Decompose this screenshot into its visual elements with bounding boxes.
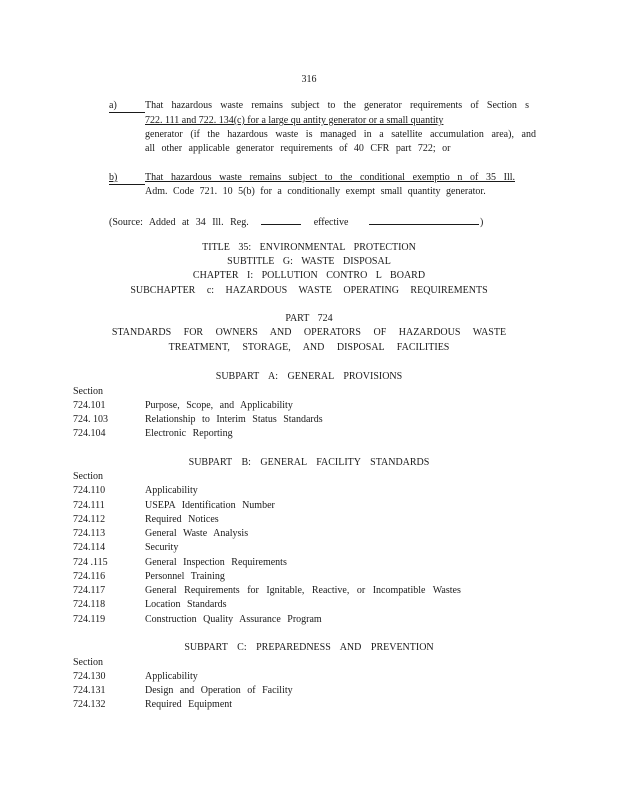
subchapter-heading: SUBCHAPTER c: HAZARDOUS WASTE OPERATING REQUIREMENTS	[130, 285, 488, 296]
section-number: 724.104	[73, 428, 106, 439]
item-a-rule	[109, 112, 145, 113]
section-number: 724.119	[73, 614, 106, 625]
source-suffix: )	[480, 217, 484, 228]
subpart-a-heading: SUBPART A: GENERAL PROVISIONS	[215, 371, 403, 382]
subpart-b-section-label: Section	[73, 471, 103, 482]
item-a-line-1: That hazardous waste remains subject to the generator requirements of Section s	[145, 100, 529, 111]
source-prefix: (Source: Added at 34 Ill. Reg.	[109, 217, 249, 228]
section-number: 724.111	[73, 500, 105, 511]
section-title: Location Standards	[145, 599, 227, 610]
subpart-b-heading: SUBPART B: GENERAL FACILITY STANDARDS	[188, 457, 430, 468]
chapter-heading: CHAPTER I: POLLUTION CONTRO L BOARD	[192, 270, 426, 281]
section-number: 724.110	[73, 485, 106, 496]
section-title: Electronic Reporting	[145, 428, 233, 439]
section-title: Required Notices	[145, 514, 219, 525]
section-title: Applicability	[145, 485, 198, 496]
item-a-marker: a)	[109, 100, 117, 111]
part-title-line-2: TREATMENT, STORAGE, AND DISPOSAL FACILITIES	[168, 342, 450, 353]
section-title: Design and Operation of Facility	[145, 685, 293, 696]
section-title: USEPA Identification Number	[145, 500, 275, 511]
section-title: General Requirements for Ignitable, Reactive, or Incompatible Wastes	[145, 585, 461, 596]
subtitle-heading: SUBTITLE G: WASTE DISPOSAL	[227, 256, 391, 267]
section-number: 724. 103	[73, 414, 108, 425]
section-title: Security	[145, 542, 179, 553]
item-a-line-2: 722. 111 and 722. 134(c) for a large qu antity generator or a small quantity	[145, 115, 444, 126]
section-number: 724.130	[73, 671, 106, 682]
subpart-c-heading: SUBPART C: PREPAREDNESS AND PREVENTION	[184, 642, 434, 653]
page-number: 316	[301, 74, 317, 85]
section-title: Relationship to Interim Status Standards	[145, 414, 323, 425]
section-number: 724.118	[73, 599, 106, 610]
part-title-line-1: STANDARDS FOR OWNERS AND OPERATORS OF HAZARDOUS WASTE	[111, 327, 507, 338]
subpart-c-section-label: Section	[73, 657, 103, 668]
item-a-line-3: generator (if the hazardous waste is managed in a satellite accumulation area), and	[145, 129, 536, 140]
effective-date-blank	[369, 214, 479, 225]
section-number: 724.112	[73, 514, 106, 525]
item-b-rule	[109, 184, 145, 185]
section-number: 724.117	[73, 585, 106, 596]
section-number: 724 .115	[73, 557, 108, 568]
section-title: Required Equipment	[145, 699, 233, 710]
item-b-line-1: That hazardous waste remains subject to the conditional exemptio n of 35 Ill.	[145, 172, 515, 183]
section-number: 724.114	[73, 542, 106, 553]
section-title: Personnel Training	[145, 571, 225, 582]
part-heading: PART 724	[285, 313, 333, 324]
register-blank	[261, 214, 301, 225]
section-number: 724.101	[73, 400, 106, 411]
section-number: 724.132	[73, 699, 106, 710]
title-heading: TITLE 35: ENVIRONMENTAL PROTECTION	[202, 242, 416, 253]
source-middle: effective	[313, 217, 349, 228]
section-number: 724.116	[73, 571, 106, 582]
source-note	[109, 214, 483, 229]
section-number: 724.113	[73, 528, 106, 539]
section-number: 724.131	[73, 685, 106, 696]
item-b-line-2: Adm. Code 721. 10 5(b) for a conditionally exempt small quantity generator.	[145, 186, 486, 197]
section-title: Applicability	[145, 671, 198, 682]
section-title: General Waste Analysis	[145, 528, 249, 539]
section-title: Construction Quality Assurance Program	[145, 614, 322, 625]
section-title: Purpose, Scope, and Applicability	[145, 400, 293, 411]
item-b-marker: b)	[109, 172, 118, 183]
section-title: General Inspection Requirements	[145, 557, 287, 568]
item-a-line-4: all other applicable generator requirements of 40 CFR part 722; or	[145, 143, 451, 154]
subpart-a-section-label: Section	[73, 386, 103, 397]
